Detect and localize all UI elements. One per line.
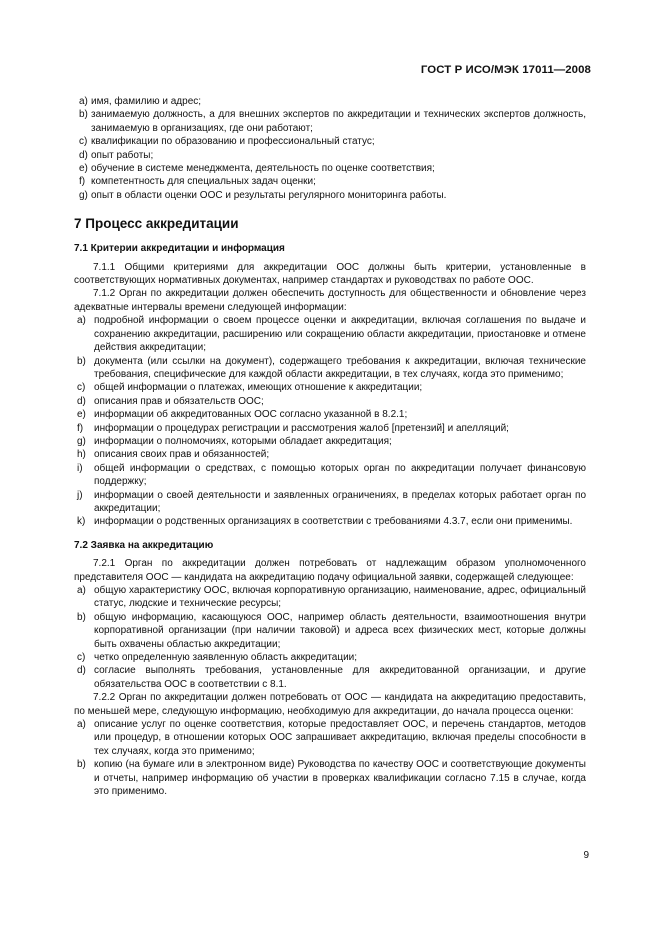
list-item-text: подробной информации о своем процессе оценки и аккредитации, включая соглашения по выдаче и сохранению аккредитации, расширению или сокращению области аккредитации, приостановке и отмене действия аккредитации; bbox=[94, 315, 586, 354]
list-item-text: информации о родственных организациях в соответствии с требованиями 4.3.7, если они применимы. bbox=[94, 516, 573, 528]
list-item-text: четко определенную заявленную область аккредитации; bbox=[94, 652, 358, 664]
list-item-text: компетентность для специальных задач оценки; bbox=[91, 176, 316, 188]
list-item-marker: h) bbox=[77, 449, 86, 461]
list-item bbox=[74, 651, 586, 664]
list-item bbox=[74, 381, 586, 394]
list-item-marker: a) bbox=[79, 96, 88, 107]
standard-header: ГОСТ Р ИСО/МЭК 17011—2008 bbox=[420, 64, 591, 76]
list-item-marker: b) bbox=[79, 109, 88, 121]
list-item-text: обучение в системе менеджмента, деятельность по оценке соответствия; bbox=[91, 163, 435, 175]
list-item bbox=[74, 175, 586, 188]
list-item-text: общей информации о платежах, имеющих отношение к аккредитации; bbox=[94, 382, 423, 394]
list-item bbox=[74, 718, 586, 758]
section-7-title: 7 Процесс аккредитации bbox=[74, 216, 239, 232]
clause-7-1-1: 7.1.1 Общими критериями для аккредитации ООС должны быть критерии, установленные в соответствующих нормативных документах, например стандартах и руководствах по работе ООС. bbox=[74, 261, 586, 287]
list-item-text: информации о полномочиях, которыми обладает аккредитация; bbox=[94, 435, 392, 447]
list-item-text: информации о своей деятельности и заявленных ограничениях, в пределах которых работает орган по аккредитации; bbox=[94, 489, 586, 514]
pre-assessment-information-list bbox=[74, 718, 586, 798]
list-item bbox=[74, 162, 586, 175]
list-item-text: общую информацию, касающуюся ООС, например область деятельности, взаимоотношения внутри корпоративной организации (при наличии таковой) и адреса всех физических мест, которые должны быть охвачены областью аккредитации; bbox=[94, 611, 586, 650]
list-item-text: согласие выполнять требования, установленные для аккредитованной организации, и другие обязательства ООС в соответствии с 8.1. bbox=[94, 665, 586, 690]
list-item bbox=[74, 395, 586, 408]
list-item-marker: a) bbox=[77, 719, 86, 731]
list-item-marker: b) bbox=[77, 355, 86, 367]
section-7-1-title: 7.1 Критерии аккредитации и информация bbox=[74, 243, 285, 255]
list-item bbox=[74, 515, 586, 528]
list-item-marker: c) bbox=[79, 136, 88, 148]
list-item bbox=[74, 435, 586, 448]
list-item bbox=[74, 95, 586, 108]
list-item-text: опыт в области оценки ООС и результаты регулярного мониторинга работы. bbox=[91, 189, 447, 201]
list-item-marker: d) bbox=[77, 395, 86, 407]
list-item bbox=[74, 611, 586, 651]
list-item-text: общей информации о средствах, с помощью которых орган по аккредитации получает финансовую поддержку; bbox=[94, 462, 586, 488]
list-item bbox=[74, 448, 586, 461]
list-item-text: документа (или ссылки на документ), содержащего требования к аккредитации, включая технические требования, специфические для каждой области аккредитации, в тех случаях, когда это применимо; bbox=[94, 355, 586, 380]
list-item-marker: a) bbox=[77, 315, 86, 327]
list-item bbox=[74, 664, 586, 691]
list-item bbox=[74, 584, 586, 611]
clause-7-2-1: 7.2.1 Орган по аккредитации должен потребовать от надлежащим образом уполномоченного представителя ООС — кандидата на аккредитацию подачу официальной заявки, содержащей следующее: bbox=[74, 558, 586, 583]
list-item-text: описания прав и обязательств ООС; bbox=[94, 395, 264, 407]
list-item-marker: c) bbox=[77, 382, 86, 394]
list-item-marker: k) bbox=[77, 516, 86, 528]
list-item bbox=[74, 758, 586, 798]
list-item-text: опыт работы; bbox=[91, 149, 154, 161]
list-item-marker: b) bbox=[77, 611, 86, 623]
list-item bbox=[74, 189, 586, 202]
list-item bbox=[74, 408, 586, 421]
list-item bbox=[74, 149, 586, 162]
list-item bbox=[74, 135, 586, 148]
list-item-text: квалификации по образованию и профессиональный статус; bbox=[91, 136, 375, 148]
application-contents-list bbox=[74, 584, 586, 691]
public-information-list bbox=[74, 314, 586, 529]
list-item-text: информации об аккредитованных ООС согласно указанной в 8.2.1; bbox=[94, 409, 408, 421]
list-item-text: занимаемую должность, а для внешних экспертов по аккредитации и технических экспертов должность, занимаемую в организациях, где они работают; bbox=[91, 109, 586, 134]
list-item-marker: c) bbox=[77, 652, 86, 664]
list-item bbox=[74, 422, 586, 435]
list-item-marker: g) bbox=[77, 435, 86, 447]
page-content bbox=[74, 95, 586, 799]
list-item-marker: e) bbox=[79, 163, 88, 175]
list-item-marker: f) bbox=[77, 422, 84, 434]
list-item-text: описание услуг по оценке соответствия, которые предоставляет ООС, и перечень стандартов, методов или процедур, в отношении которых ООС запрашивает аккредитацию, включая пределы способности в тех случаях, когда это применимо; bbox=[94, 719, 586, 757]
list-item-marker: d) bbox=[79, 149, 88, 161]
list-item bbox=[74, 489, 586, 516]
list-item-text: описания своих прав и обязанностей; bbox=[94, 449, 270, 461]
list-item bbox=[74, 355, 586, 382]
list-item bbox=[74, 108, 586, 135]
list-item bbox=[74, 314, 586, 354]
list-item-text: копию (на бумаге или в электронном виде) Руководства по качеству ООС и соответствующие документы и отчеты, например информацию об участии в проверках квалификации согласно 7.15 в случае, когда это применимо. bbox=[94, 759, 586, 798]
list-item-text: имя, фамилию и адрес; bbox=[91, 96, 202, 107]
list-item bbox=[74, 462, 586, 489]
page-number: 9 bbox=[583, 850, 589, 861]
list-item-marker: b) bbox=[77, 759, 86, 771]
section-7-2-title: 7.2 Заявка на аккредитацию bbox=[74, 539, 214, 551]
qualification-list bbox=[74, 95, 586, 202]
list-item-marker: e) bbox=[77, 409, 86, 421]
clause-7-2-2: 7.2.2 Орган по аккредитации должен потребовать от ООС — кандидата на аккредитацию предоставить, по меньшей мере, следующую информацию, необходимую для аккредитации, до начала процесса оценки: bbox=[74, 692, 586, 717]
list-item-marker: a) bbox=[77, 585, 86, 596]
list-item-marker: i) bbox=[77, 462, 83, 474]
list-item-text: информации о процедурах регистрации и рассмотрения жалоб [претензий] и апелляций; bbox=[94, 422, 509, 434]
list-item-marker: g) bbox=[79, 189, 88, 201]
list-item-marker: f) bbox=[79, 176, 86, 188]
list-item-text: общую характеристику ООС, включая корпоративную организацию, наименование, адрес, официальный статус, людские и технические ресурсы; bbox=[94, 585, 586, 610]
list-item-marker: d) bbox=[77, 665, 86, 677]
list-item-marker: j) bbox=[77, 489, 83, 501]
clause-7-1-2: 7.1.2 Орган по аккредитации должен обеспечить доступность для общественности и обновление через адекватные интервалы времени следующей информации: bbox=[74, 288, 586, 313]
